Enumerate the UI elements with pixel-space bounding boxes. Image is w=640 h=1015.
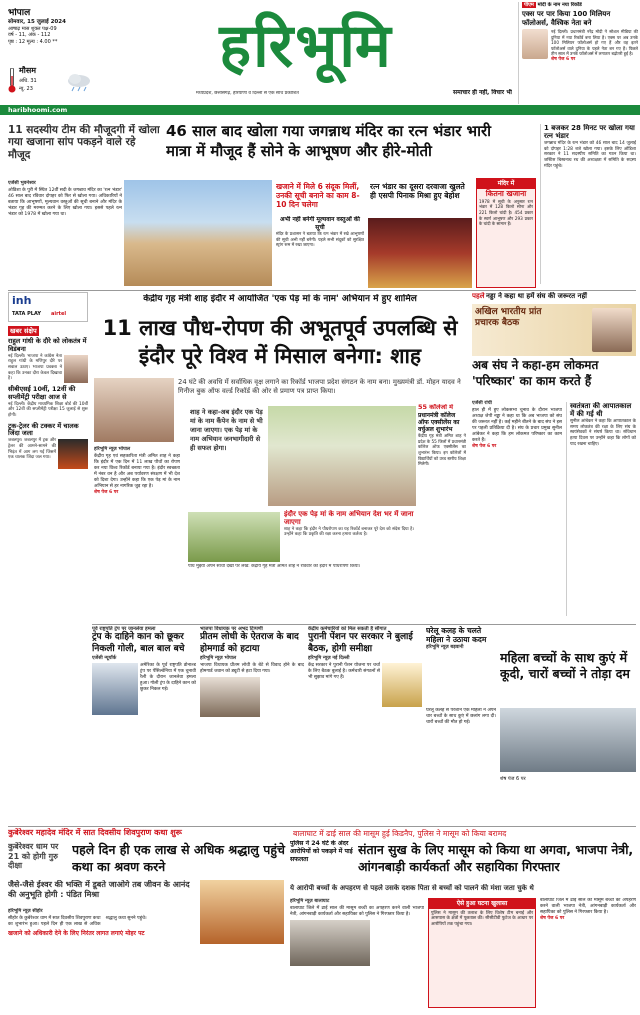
kubereshwar-body: सीहोर के कुबेरेश्वर धाम में सात दिवसीय शिवपुराण कथा का शुभारंभ हुआ। पहले दिन ही एक लाख से अधिक श्रद्धालु कथा सुनने पहुंचे। — [8, 915, 147, 928]
shah-left-photo — [94, 378, 174, 442]
ratna-body: ओडिशा के पुरी में स्थित 12वीं सदी के जगन्नाथ मंदिर का 'रत्न भंडार' 46 साल बाद रविवार दोपहर को फिर से खोला गया। अधिकारियों ने बताया कि आभूषणों, मूल्यवान वस्तुओं की सूची बनाने और मंदिर के भंडार गृह की मरम्मत करने के लिए खोला गया। इससे पहले रत्न भंडार को 1978 में खोला गया था। — [8, 187, 122, 218]
shah-quote: शाह ने कहा-अब इंदौर एक पेड़ मां के नाम कैंपेन के नाम से भी जाना जाएगा। एक पेड़ मां के नाम अभियान जनभागीदारी से ही सफल होगा। — [190, 408, 263, 453]
ratna-mid-headline-2: रत्न भंडार का दूसरा दरवाजा खुलते ही एसपी पिनाक मिश्रा हुए बेहोश — [370, 182, 465, 200]
cloud-rain-icon — [66, 72, 92, 92]
ratna-caption-body: मंदिर के प्रशासन ने बताया कि रत्न भंडार में रखे आभूषणों की सूची अभी नहीं बनेगी। पहले सभी संदूकों को सुरक्षित स्ट्रांग रूम में रखा जाएगा। — [276, 231, 364, 248]
kidnap-body: बालाघाट जिले में ढाई साल की मासूम बच्ची का अपहरण करने वाली भाजपा नेत्री, आंगनबाड़ी कार्यकर्ता और सहायिका को पुलिस ने गिरफ्तार किया है। — [290, 905, 424, 918]
kidnap-deck: ये आरोपी बच्चों के अपहरण से पहले उसके दशक पिता से बच्चों को पालने की मंशा जता चुके थे — [290, 884, 534, 892]
sangh-main-col — [472, 400, 562, 618]
shah-caption: पौधे मुझ्या अपने साथी देखी पर लेखे: केंद्रीय गृह मंत्री अमित शाह ने रविवार को इंदौर में पौधरोपण किया। — [188, 564, 361, 569]
women-body: घरेलू कलह से परेशान एक महिला ने अपने चार बच्चों के साथ कुएं में छलांग लगा दी। चारों बच्चों की मौत हो गई। — [426, 708, 496, 726]
police-kicker: पुलिस ने 24 घंटे के अंदर आरोपियों को पकड़ने में पाई सफलता — [290, 840, 353, 863]
shah-body: केंद्रीय गृह एवं सहकारिता मंत्री अमित शाह ने कहा कि इंदौर में एक दिन में 11 लाख पौधों का रोपण कर नया विश्व रिकॉर्ड बनाया गया है। इंदौर स्वच्छता में नंबर वन है और अब पर्यावरण संरक्षण में भी देश को दिशा देगा। उन्होंने कहा कि एक पेड़ मां के नाम अभियान से हर नागरिक जुड़ रहा है। — [94, 453, 180, 490]
sangh-side — [566, 402, 636, 616]
shah-kicker: केंद्रीय गृह मंत्री शाह इंदौर में आयोजित 'एक पेड़ मां के नाम' अभियान में हुए शामिल — [143, 294, 417, 304]
kidnap-box — [428, 898, 536, 1008]
trump-headline: ट्रंप के दाहिने कान को छूकर निकली गोली, बाल बाल बचे — [92, 632, 185, 654]
pritam-byline: हरिभूमि न्यूज़ भोपाल — [200, 655, 237, 661]
pritam-story — [200, 626, 304, 822]
kubereshwar-byline: हरिभूमि न्यूज़ सीहोर — [8, 909, 43, 914]
topright-story — [518, 2, 638, 104]
topright-headline: एक्स पर पार किया 100 मिलियन फॉलोअर्स, वैश्विक नेता बने — [522, 10, 611, 27]
sangh-side-body: सुनील आंबेकर ने कहा कि आपातकाल के समय लोकतंत्र की रक्षा के लिए संघ के स्वयंसेवकों ने संघर्ष किया था। संविधान हत्या दिवस पर उन्होंने कहा कि लोगों को याद रखना चाहिए। — [570, 418, 636, 448]
pritam-photo — [200, 677, 260, 717]
sangh-leader-photo — [592, 308, 632, 352]
pension-kicker: केंद्रीय कर्मचारियों को मिल सकती है सौगात — [308, 626, 387, 632]
ad-sub2: airtel — [51, 311, 67, 317]
briefs-title: खबर संक्षेप — [10, 327, 37, 335]
edition-lunar: आषाढ़ मास शुक्ल पक्ष-09 — [8, 26, 57, 33]
ratna-left-col — [8, 180, 122, 288]
shah-sub-story — [284, 510, 414, 562]
brief-2-title: सीबीएसई 10वीं, 12वीं की सप्लीमेंट्री परीक्षा आज से — [8, 385, 76, 401]
shah-sub-headline: इंदौर एक पेड़ मां के नाम अभियान देश भर में जाना जाएगा — [284, 510, 414, 527]
edition-volume: वर्ष - 11, अंक - 112 — [8, 32, 51, 39]
sangh-pre — [472, 292, 636, 304]
website-url[interactable]: haribhoomi.com — [8, 106, 68, 114]
masthead-motto: समाचार ही नहीं, विचार भी — [453, 89, 512, 96]
sangh-side-title: स्वतंत्रता की आपातकाल में की गई थी — [570, 402, 632, 419]
brief-1-title: राहुल गांधी के दौरे को लोकतंत्र में विडंबना — [8, 337, 87, 353]
treasure-chest-photo — [368, 218, 472, 288]
ratna-caption-title: अभी नहीं बनेगी मूल्यवान वस्तुओं की सूची — [280, 216, 360, 231]
pritam-kicker: भाजपा विधायक पर अभद्र टिप्पणी — [200, 626, 263, 632]
weather-box — [8, 66, 108, 102]
right-brief-1-body: जगन्नाथ मंदिर के रत्न भंडार को 46 साल बाद 14 जुलाई को दोपहर 1:28 बजे खोला गया। इसके लिए ओडिशा सरकार ने 11 सदस्यीय समिति का गठन किया था। जस्टिस बिस्वनाथ रथ की अध्यक्षता में समिति के सदस्य मंदिर पहुंचे। — [544, 140, 636, 170]
sangh-byline: एजेंसी रांची — [472, 401, 492, 406]
kidnap-box-title: ऐसे हुआ घटना खुलासा — [429, 899, 535, 909]
thermometer-icon — [8, 68, 16, 94]
pension-headline: पुरानी पेंशन पर सरकार ने बुलाई बैठक, होगी समीक्षा — [308, 632, 413, 654]
trump-byline: एजेंसी न्यूयॉर्क — [92, 655, 117, 661]
sangh-body: हाल ही में हुए लोकसभा चुनाव के दौरान भाजपा अध्यक्ष जेपी नड्डा ने कहा था कि अब भाजपा को संघ की जरूरत नहीं है। कई महीने बीतने के बाद संघ ने इस पर पहली प्रतिक्रिया दी है। संघ के प्रचार प्रमुख सुनील आंबेकर ने कहा कि हम लोकमत परिष्कार का काम करते हैं। — [472, 407, 562, 444]
divider-row5 — [8, 826, 636, 827]
temple-photo — [124, 180, 272, 286]
ratna-caption-box — [276, 216, 364, 288]
women-headline: महिला बच्चों के साथ कुएं में कूदी, चारों बच्चों ने तोड़ा दम — [500, 650, 630, 682]
sangh-headline: अब संघ ने कहा-हम लोकमत 'परिष्कार' का काम करते हैं — [472, 358, 599, 388]
masthead-regions: मध्यप्रदेश, छत्तीसगढ़, हरियाणा व दिल्ली से एक साथ प्रकाशित — [196, 91, 299, 96]
modi-photo — [522, 29, 548, 59]
shah-planting-photo — [188, 512, 280, 562]
college-box-title: प्रधानमंत्री कॉलेज ऑफ एक्सीलेंस का वर्चुअल शुभारंभ — [418, 411, 460, 434]
kidnap-banner: बालाघाट में ढाई साल की मासूम हुई किडनैप, पुलिस ने मासूम को किया बरामद — [290, 828, 636, 840]
kidnap-photo — [290, 920, 370, 966]
college-box — [418, 404, 466, 560]
treasure-box-body: 1978 में सूची के अनुसार रत्न भंडार में 128 किलो सोना और 221 किलो चांदी है। 454 प्रकार के स्वर्ण आभूषण और 293 प्रकार के चांदी के सामान हैं। — [479, 198, 533, 227]
pritam-headline: प्रीतम लोधी के ऐतराज के बाद होमगार्ड को हटाया — [200, 632, 299, 654]
ratna-byline: एजेंसी भुवनेश्वर — [8, 181, 36, 186]
ratna-side-headline: 11 सदस्यीय टीम की मौजूदगी में खोला गया खजाना सांप पकड़ने वाले रहे मौजूद — [8, 124, 160, 161]
treasure-box — [476, 178, 536, 288]
brief-1-photo — [64, 355, 88, 383]
trump-kicker: पूर्व राष्ट्रपति ट्रंप पर जानलेवा हमला — [92, 626, 156, 632]
kidnap-col — [290, 898, 424, 1008]
sangh-pre-tag: पहले — [472, 292, 485, 300]
trump-photo — [92, 663, 138, 715]
trump-body: अमेरिका के पूर्व राष्ट्रपति डोनाल्ड ट्रंप पर पेंसिल्वेनिया में एक चुनावी रैली के दौरान जानलेवा हमला हुआ। गोली ट्रंप के दाहिने कान को छूकर निकल गई। — [140, 662, 196, 692]
women-kicker-story — [426, 626, 496, 706]
shah-deck: 24 घंटे की अवधि में सर्वाधिक वृक्ष लगाने का रिकॉर्ड भाजपा प्रदेश संगठन के नाम बना। मुख्यमंत्री डॉ. मोहन यादव ने गिनीज बुक ऑफ वर्ल्ड रिकॉर्ड की ओर से प्रमाण पत्र प्राप्त किया। — [178, 378, 461, 395]
divider-row4 — [92, 624, 636, 625]
website-strip — [0, 105, 640, 115]
kubereshwar-photo — [200, 880, 284, 944]
treasure-box-title: मंदिर में — [477, 179, 535, 189]
masthead-info — [8, 8, 118, 66]
kidnap-headline: संतान सुख के लिए मासूम को किया था अगवा, भाजपा नेत्री, आंगनबाड़ी कार्यकर्ता और सहायिका गिरफ्तार — [358, 842, 634, 874]
treasure-box-subtitle: कितना खजाना — [485, 188, 527, 198]
shah-cont[interactable]: शेष पेज 6 पर — [94, 490, 119, 496]
ad-sub1: TATA PLAY — [12, 311, 41, 317]
brief-2-body: नई दिल्ली। केंद्रीय माध्यमिक शिक्षा बोर्ड की 10वीं और 12वीं की सप्लीमेंट्री परीक्षा 15 जुलाई से शुरू होगी। — [8, 401, 88, 419]
masthead-logo[interactable] — [136, 6, 476, 88]
topright-kicker — [522, 2, 638, 8]
topright-body: नई दिल्ली। प्रधानमंत्री नरेंद्र मोदी ने सोशल मीडिया की दुनिया में नया रिकॉर्ड बना लिया है। एक्स पर अब उनके 100 मिलियन फॉलोअर्स हो गए हैं और वह इतने फॉलोअर्स वाले दुनिया के पहले नेता बन गए हैं। पिछले तीन साल में उनके फॉलोअर्स में लगातार बढ़ोतरी हुई है। — [551, 29, 638, 57]
topright-tag-title: मोदी के नाम नया रिकॉर्ड — [537, 2, 582, 8]
weather-min: न्यू. 23 — [19, 86, 33, 92]
women-byline: हरिभूमि न्यूज़ बड़वानी — [426, 645, 464, 650]
ad-box[interactable] — [8, 292, 88, 322]
kubereshwar-side: कुबेरेश्वर धाम पर 21 को होगी गुरु दीक्षा — [8, 842, 59, 871]
edition-city: भोपाल — [8, 8, 31, 18]
divider-row2 — [8, 290, 636, 291]
sangh-pre-title: नड्डा ने कहा था हमें संघ की जरूरत नहीं — [486, 292, 587, 300]
shah-byline: हरिभूमि न्यूज़ भोपाल — [94, 447, 131, 452]
pension-story — [308, 626, 422, 822]
shah-group-photo — [268, 406, 416, 506]
women-body-col — [426, 708, 496, 822]
briefs-column — [8, 326, 88, 636]
kubereshwar-kicker: कुबेरेश्वर महादेव मंदिर में सात दिवसीय शिवपुराण कथा शुरू — [8, 828, 182, 837]
shah-sub-body: शाह ने कहा कि इंदौर ने पौधरोपण का यह रिकॉर्ड बनाकर पूरे देश को संदेश दिया है। उन्होंने कहा कि प्रकृति की रक्षा करना हमारा कर्तव्य है। — [284, 526, 414, 538]
brief-3-title: ट्रक-ट्रेलर की टक्कर में चालक जिंदा जला — [8, 421, 79, 438]
brief-3-body: जबलपुर। जबलपुर में ट्रक और ट्रेलर की आमने-सामने की भिड़ंत में आग लग गई जिसमें एक चालक जिंदा जल गया। — [8, 438, 56, 461]
ratna-mid-headline-1: खजाने में मिले 6 संदूक मिलीं, उनकी सूची बनाने का काम 8-10 दिन चलेगा — [276, 182, 360, 209]
pension-byline: हरिभूमि न्यूज़ नई दिल्ली — [308, 655, 350, 661]
well-photo — [500, 708, 636, 772]
ratna-headline: 46 साल बाद खोला गया जगन्नाथ मंदिर का रत्न भंडार भारी मात्रा में मौजूद हैं सोने के आभूषण और हीरे-मोती — [166, 122, 492, 160]
topright-cont[interactable]: शेष पेज 6 पर — [551, 56, 576, 62]
right-brief-1-title: 1 बजकर 28 मिनट पर खोला गया रत्न भंडार — [544, 124, 635, 141]
right-brief-1 — [540, 124, 636, 284]
logo-text: हरिभूमि — [219, 11, 393, 81]
sangh-cont[interactable]: शेष पेज 6 पर — [472, 444, 497, 450]
ad-brand: inh — [12, 294, 32, 307]
women-kicker: घरेलू कलह के चलते महिला ने उठाया कदम — [426, 626, 487, 644]
kubereshwar-quote: जैसे-जैसे ईश्वर की भक्ति में डूबते जाओगे तब जीवन के आनंद की अनुभूति होगी : पंडित मिश्रा — [8, 880, 190, 900]
kidnap-right-body: बालाघाट जिले में ढाई साल की मासूम बच्ची का अपहरण करने वाली भाजपा नेत्री, आंगनबाड़ी कार्यकर्ता और सहायिका को पुलिस ने गिरफ्तार किया है। — [540, 898, 636, 916]
edition-price: पृष्ठ : 12 मूल्य : 4.00 ** — [8, 38, 58, 45]
shah-headline: 11 लाख पौध-रोपण की अभूतपूर्व उपलब्धि से इंदौर पूरे विश्व में मिसाल बनेगा: शाह — [102, 316, 458, 369]
women-cont[interactable]: शेष पेज 6 पर — [500, 776, 526, 782]
trump-story — [92, 626, 196, 822]
kidnap-right-col — [540, 898, 636, 1008]
pritam-body: भाजपा विधायक प्रीतम लोधी के बेटे से विवाद होने के बाद होमगार्ड जवान को ड्यूटी से हटा दिया गया। — [200, 662, 304, 674]
kidnap-box-body: पुलिस ने मासूम की तलाश के लिए विशेष टीम बनाई और आसपास के क्षेत्रों में पूछताछ की। सीसीटीवी फुटेज के आधार पर आरोपियों तक पहुंचा गया। — [431, 910, 533, 928]
shah-main-col — [94, 446, 180, 622]
sangh-banner — [472, 304, 636, 356]
edition-date: सोमवार, 15 जुलाई 2024 — [8, 19, 66, 26]
college-box-count: 55 कॉलेजों में — [418, 404, 454, 411]
kidnap-cont[interactable]: शेष पेज 6 पर — [540, 916, 565, 922]
brief-1-body: नई दिल्ली। भाजपा ने कांग्रेस नेता राहुल गांधी के मणिपुर दौरे पर सवाल उठाए। भाजपा प्रवक्ता ने कहा कि उनका दौरा केवल दिखावा है। — [8, 353, 62, 382]
college-box-body: केंद्रीय गृह मंत्री अमित शाह ने प्रदेश के 55 जिलों में प्रधानमंत्री कॉलेज ऑफ एक्सीलेंस का शुभारंभ किया। इन कॉलेजों में विद्यार्थियों को उच्च स्तरीय शिक्षा मिलेगी। — [418, 433, 466, 467]
weather-max: अधि. 31 — [19, 78, 37, 84]
khajane-title: खजाने को अधिकारी देने के लिए निरंतर लागत लगाएं मोहर पट — [8, 930, 145, 938]
topright-tag: पीएम — [524, 2, 534, 8]
kubereshwar-headline: पहले दिन ही एक लाख से अधिक श्रद्धालु पहुंचे कथा का श्रवण करने — [72, 842, 285, 874]
kidnap-byline: हरिभूमि न्यूज़ बालाघाट — [290, 899, 330, 904]
pension-photo — [382, 663, 422, 707]
pension-body: केंद्र सरकार ने पुरानी पेंशन योजना पर चर्चा के लिए बैठक बुलाई है। कर्मचारी संगठनों से भी सुझाव मांगे गए हैं। — [308, 662, 380, 680]
kubereshwar-col — [8, 908, 198, 1008]
weather-label: मौसम — [19, 66, 37, 75]
brief-3-photo — [58, 439, 88, 469]
sangh-banner-title: अखिल भारतीय प्रांत प्रचारक बैठक — [475, 307, 542, 328]
